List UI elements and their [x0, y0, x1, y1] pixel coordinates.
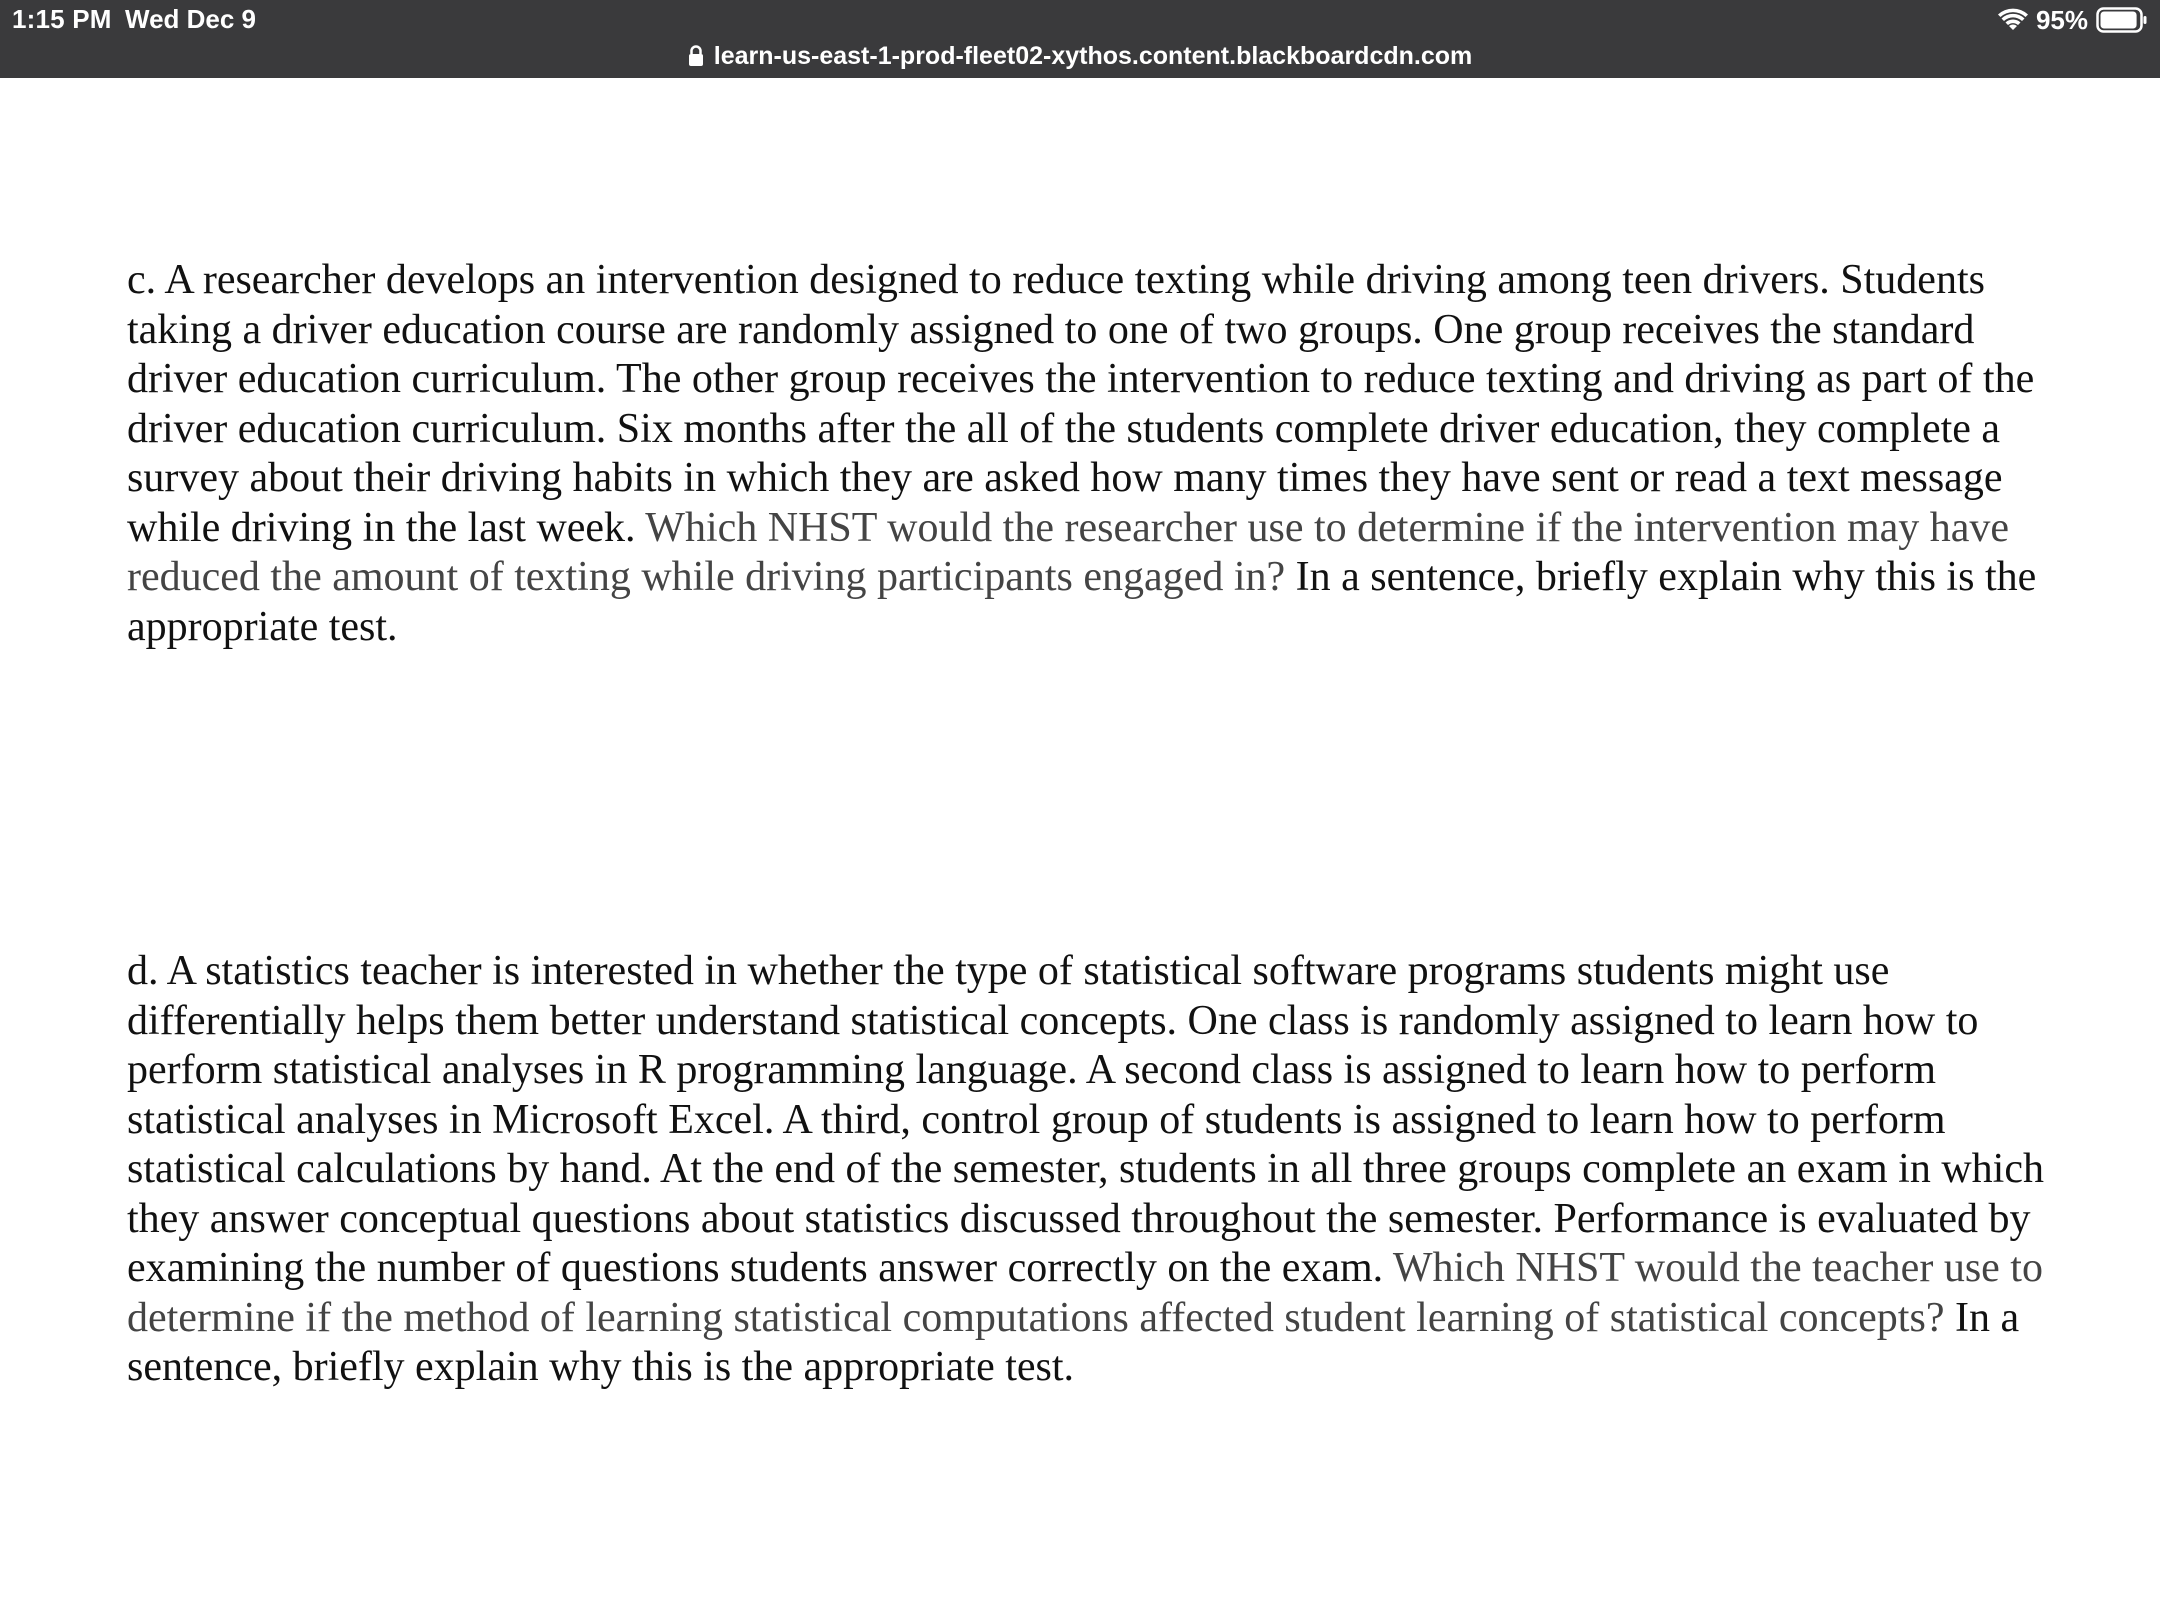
question-c-instruction: In a sentence, briefly explain why this is the appropriate test.: [127, 554, 2037, 650]
question-d: [127, 947, 2047, 1393]
wifi-icon: [1998, 8, 2028, 32]
question-c: [127, 256, 2047, 652]
question-d-prompt: Which NHST would the teacher use to determine if the method of learning statistical computations affected student learning of statistical concepts?: [127, 1245, 2043, 1341]
question-c-prompt: Which NHST would the researcher use to determine if the intervention may have reduced the amount of texting while driving participants engaged in?: [127, 504, 2010, 600]
status-date: Wed Dec 9: [125, 4, 257, 34]
status-time: 1:15 PM: [12, 4, 112, 34]
status-indicators: [1998, 4, 2148, 36]
question-c-scenario: c. A researcher develops an intervention designed to reduce texting while driving among teen drivers. Students taking a driver education course are randomly assigned to one of two groups. One group receives the standard driver education curriculum. The other group receives the intervention to reduce texting and driving as part of the driver education curriculum. Six months after the all of the students complete driver education, they complete a survey about their driving habits in which they are asked how many times they have sent or read a text message while driving in the last week.: [127, 257, 2035, 551]
question-d-scenario: d. A statistics teacher is interested in whether the type of statistical software programs students might use differentially helps them better understand statistical concepts. One class is randomly assigned to learn how to perform statistical analyses in R programming language. A second class is assigned to learn how to perform statistical analyses in Microsoft Excel. A third, control group of students is assigned to learn how to perform statistical calculations by hand. At the end of the semester, students in all three groups complete an exam in which they answer conceptual questions about statistics discussed throughout the semester. Performance is evaluated by examining the number of questions students answer correctly on the exam.: [127, 948, 2044, 1291]
question-c-text: [127, 256, 2047, 652]
question-d-instruction: In a sentence, briefly explain why this is the appropriate test.: [127, 1294, 2020, 1390]
question-d-text: [127, 947, 2047, 1393]
url-text[interactable]: learn-us-east-1-prod-fleet02-xythos.content.blackboardcdn.com: [713, 41, 1473, 70]
lock-icon: [688, 45, 704, 67]
battery-icon: [2096, 7, 2148, 33]
address-bar[interactable]: [0, 38, 2160, 74]
battery-percent: 95%: [2035, 4, 2088, 35]
status-bar: [0, 0, 2160, 78]
